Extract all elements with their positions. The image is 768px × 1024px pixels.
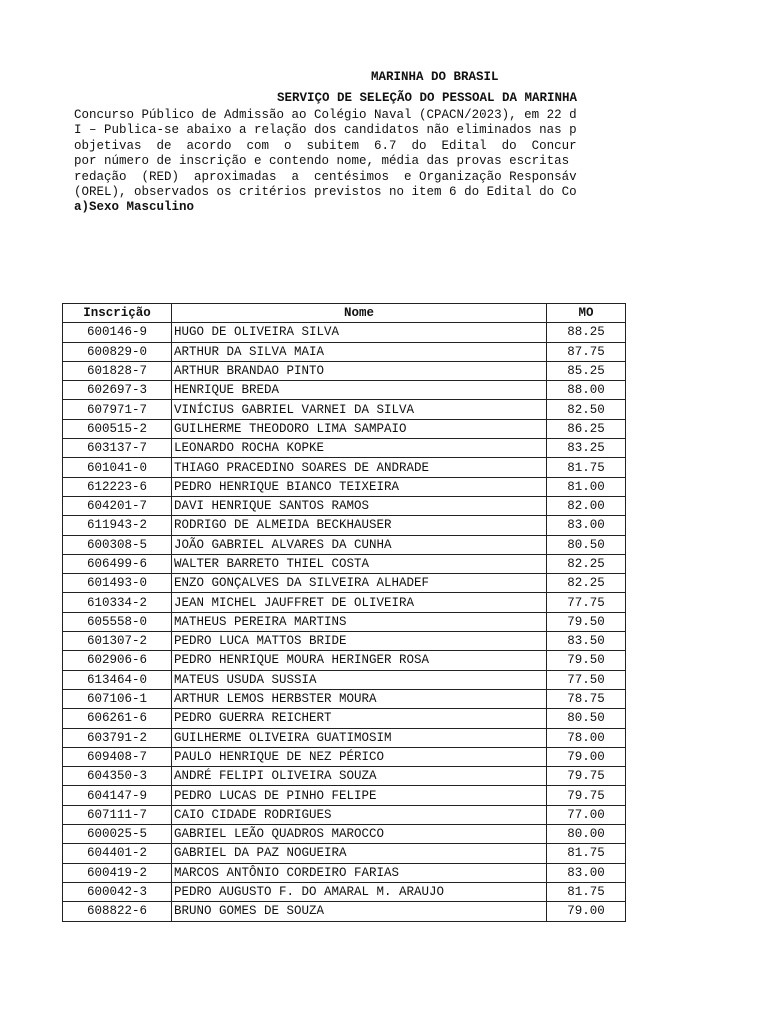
- cell-nome: GABRIEL LEÃO QUADROS MAROCCO: [172, 825, 547, 844]
- intro-line: (OREL), observados os critérios previstos no item 6 do Edital do Co: [74, 185, 577, 200]
- table-row: [63, 670, 626, 689]
- cell-nome: PEDRO AUGUSTO F. DO AMARAL M. ARAUJO: [172, 882, 547, 901]
- table-row: [63, 400, 626, 419]
- cell-nome: ARTHUR LEMOS HERBSTER MOURA: [172, 689, 547, 708]
- cell-inscricao: 601828-7: [63, 361, 172, 380]
- table-row: [63, 323, 626, 342]
- cell-nome: MARCOS ANTÔNIO CORDEIRO FARIAS: [172, 863, 547, 882]
- cell-nome: PEDRO GUERRA REICHERT: [172, 709, 547, 728]
- cell-inscricao: 603791-2: [63, 728, 172, 747]
- table-row: [63, 863, 626, 882]
- cell-inscricao: 611943-2: [63, 516, 172, 535]
- cell-mo: 82.25: [547, 574, 626, 593]
- table-row: [63, 882, 626, 901]
- cell-inscricao: 600042-3: [63, 882, 172, 901]
- table-row: [63, 574, 626, 593]
- intro-line: objetivas de acordo com o subitem 6.7 do Edital do Concur: [74, 138, 577, 153]
- table-row: [63, 844, 626, 863]
- cell-inscricao: 600308-5: [63, 535, 172, 554]
- cell-nome: GUILHERME THEODORO LIMA SAMPAIO: [172, 419, 547, 438]
- cell-nome: THIAGO PRACEDINO SOARES DE ANDRADE: [172, 458, 547, 477]
- cell-nome: ANDRÉ FELIPI OLIVEIRA SOUZA: [172, 767, 547, 786]
- table-row: [63, 439, 626, 458]
- cell-inscricao: 607106-1: [63, 689, 172, 708]
- cell-inscricao: 601041-0: [63, 458, 172, 477]
- table-row: [63, 593, 626, 612]
- table-row: [63, 477, 626, 496]
- cell-nome: PEDRO HENRIQUE BIANCO TEIXEIRA: [172, 477, 547, 496]
- cell-mo: 77.50: [547, 670, 626, 689]
- cell-nome: JEAN MICHEL JAUFFRET DE OLIVEIRA: [172, 593, 547, 612]
- cell-inscricao: 602697-3: [63, 381, 172, 400]
- cell-nome: RODRIGO DE ALMEIDA BECKHAUSER: [172, 516, 547, 535]
- cell-nome: GABRIEL DA PAZ NOGUEIRA: [172, 844, 547, 863]
- cell-inscricao: 607111-7: [63, 805, 172, 824]
- column-header-nome: Nome: [172, 304, 547, 323]
- cell-nome: HENRIQUE BREDA: [172, 381, 547, 400]
- cell-nome: PAULO HENRIQUE DE NEZ PÉRICO: [172, 747, 547, 766]
- cell-inscricao: 610334-2: [63, 593, 172, 612]
- table-row: [63, 496, 626, 515]
- cell-nome: VINÍCIUS GABRIEL VARNEI DA SILVA: [172, 400, 547, 419]
- cell-nome: PEDRO LUCAS DE PINHO FELIPE: [172, 786, 547, 805]
- cell-nome: DAVI HENRIQUE SANTOS RAMOS: [172, 496, 547, 515]
- section-heading: a)Sexo Masculino: [74, 200, 195, 215]
- cell-nome: HUGO DE OLIVEIRA SILVA: [172, 323, 547, 342]
- cell-mo: 80.50: [547, 709, 626, 728]
- cell-inscricao: 604147-9: [63, 786, 172, 805]
- table-row: [63, 689, 626, 708]
- cell-mo: 81.00: [547, 477, 626, 496]
- cell-inscricao: 605558-0: [63, 612, 172, 631]
- cell-mo: 79.50: [547, 612, 626, 631]
- cell-mo: 78.00: [547, 728, 626, 747]
- cell-inscricao: 602906-6: [63, 651, 172, 670]
- table-row: [63, 342, 626, 361]
- table-row: [63, 419, 626, 438]
- cell-mo: 82.00: [547, 496, 626, 515]
- cell-nome: PEDRO LUCA MATTOS BRIDE: [172, 632, 547, 651]
- cell-mo: 79.50: [547, 651, 626, 670]
- table-header-row: [63, 304, 626, 323]
- table-row: [63, 381, 626, 400]
- cell-nome: MATHEUS PEREIRA MARTINS: [172, 612, 547, 631]
- table-body: [63, 323, 626, 921]
- cell-inscricao: 601493-0: [63, 574, 172, 593]
- cell-mo: 83.00: [547, 863, 626, 882]
- cell-mo: 79.00: [547, 747, 626, 766]
- intro-line: redação (RED) aproximadas a centésimos e Organização Responsáv: [74, 169, 577, 184]
- table-row: [63, 612, 626, 631]
- cell-mo: 82.50: [547, 400, 626, 419]
- cell-mo: 86.25: [547, 419, 626, 438]
- cell-nome: GUILHERME OLIVEIRA GUATIMOSIM: [172, 728, 547, 747]
- cell-inscricao: 604401-2: [63, 844, 172, 863]
- table-row: [63, 747, 626, 766]
- cell-inscricao: 600025-5: [63, 825, 172, 844]
- cell-nome: ENZO GONÇALVES DA SILVEIRA ALHADEF: [172, 574, 547, 593]
- cell-mo: 81.75: [547, 458, 626, 477]
- table-row: [63, 458, 626, 477]
- cell-inscricao: 604350-3: [63, 767, 172, 786]
- table-row: [63, 651, 626, 670]
- cell-mo: 80.50: [547, 535, 626, 554]
- cell-inscricao: 601307-2: [63, 632, 172, 651]
- table-row: [63, 767, 626, 786]
- cell-nome: PEDRO HENRIQUE MOURA HERINGER ROSA: [172, 651, 547, 670]
- cell-nome: JOÃO GABRIEL ALVARES DA CUNHA: [172, 535, 547, 554]
- table-row: [63, 632, 626, 651]
- intro-line: I – Publica-se abaixo a relação dos candidatos não eliminados nas p: [74, 123, 577, 138]
- cell-inscricao: 600146-9: [63, 323, 172, 342]
- cell-inscricao: 604201-7: [63, 496, 172, 515]
- cell-nome: ARTHUR DA SILVA MAIA: [172, 342, 547, 361]
- cell-mo: 81.75: [547, 882, 626, 901]
- intro-paragraph: [74, 108, 630, 216]
- intro-line: por número de inscrição e contendo nome, média das provas escritas: [74, 154, 570, 169]
- cell-inscricao: 612223-6: [63, 477, 172, 496]
- cell-mo: 83.00: [547, 516, 626, 535]
- cell-inscricao: 603137-7: [63, 439, 172, 458]
- table-row: [63, 728, 626, 747]
- cell-mo: 83.50: [547, 632, 626, 651]
- cell-nome: WALTER BARRETO THIEL COSTA: [172, 554, 547, 573]
- cell-mo: 81.75: [547, 844, 626, 863]
- table-row: [63, 554, 626, 573]
- cell-mo: 79.75: [547, 767, 626, 786]
- cell-nome: ARTHUR BRANDAO PINTO: [172, 361, 547, 380]
- cell-inscricao: 613464-0: [63, 670, 172, 689]
- table-row: [63, 516, 626, 535]
- table-row: [63, 535, 626, 554]
- table-row: [63, 902, 626, 921]
- cell-nome: CAIO CIDADE RODRIGUES: [172, 805, 547, 824]
- table-row: [63, 825, 626, 844]
- table-row: [63, 361, 626, 380]
- cell-mo: 77.00: [547, 805, 626, 824]
- cell-inscricao: 600419-2: [63, 863, 172, 882]
- cell-mo: 77.75: [547, 593, 626, 612]
- table-row: [63, 805, 626, 824]
- cell-inscricao: 600515-2: [63, 419, 172, 438]
- cell-mo: 82.25: [547, 554, 626, 573]
- cell-nome: BRUNO GOMES DE SOUZA: [172, 902, 547, 921]
- cell-mo: 80.00: [547, 825, 626, 844]
- cell-mo: 79.00: [547, 902, 626, 921]
- cell-mo: 87.75: [547, 342, 626, 361]
- cell-mo: 85.25: [547, 361, 626, 380]
- cell-inscricao: 600829-0: [63, 342, 172, 361]
- cell-inscricao: 608822-6: [63, 902, 172, 921]
- intro-line: Concurso Público de Admissão ao Colégio Naval (CPACN/2023), em 22 d: [74, 108, 577, 122]
- column-header-mo: MO: [547, 304, 626, 323]
- cell-mo: 88.00: [547, 381, 626, 400]
- cell-inscricao: 606499-6: [63, 554, 172, 573]
- cell-nome: LEONARDO ROCHA KOPKE: [172, 439, 547, 458]
- table-row: [63, 786, 626, 805]
- cell-mo: 78.75: [547, 689, 626, 708]
- cell-mo: 83.25: [547, 439, 626, 458]
- cell-inscricao: 609408-7: [63, 747, 172, 766]
- table-row: [63, 709, 626, 728]
- candidates-table: [62, 303, 626, 922]
- cell-mo: 88.25: [547, 323, 626, 342]
- service-title: SERVIÇO DE SELEÇÃO DO PESSOAL DA MARINHA: [277, 91, 578, 105]
- cell-mo: 79.75: [547, 786, 626, 805]
- column-header-inscricao: Inscrição: [63, 304, 172, 323]
- cell-inscricao: 607971-7: [63, 400, 172, 419]
- org-title: MARINHA DO BRASIL: [371, 70, 499, 84]
- cell-nome: MATEUS USUDA SUSSIA: [172, 670, 547, 689]
- cell-inscricao: 606261-6: [63, 709, 172, 728]
